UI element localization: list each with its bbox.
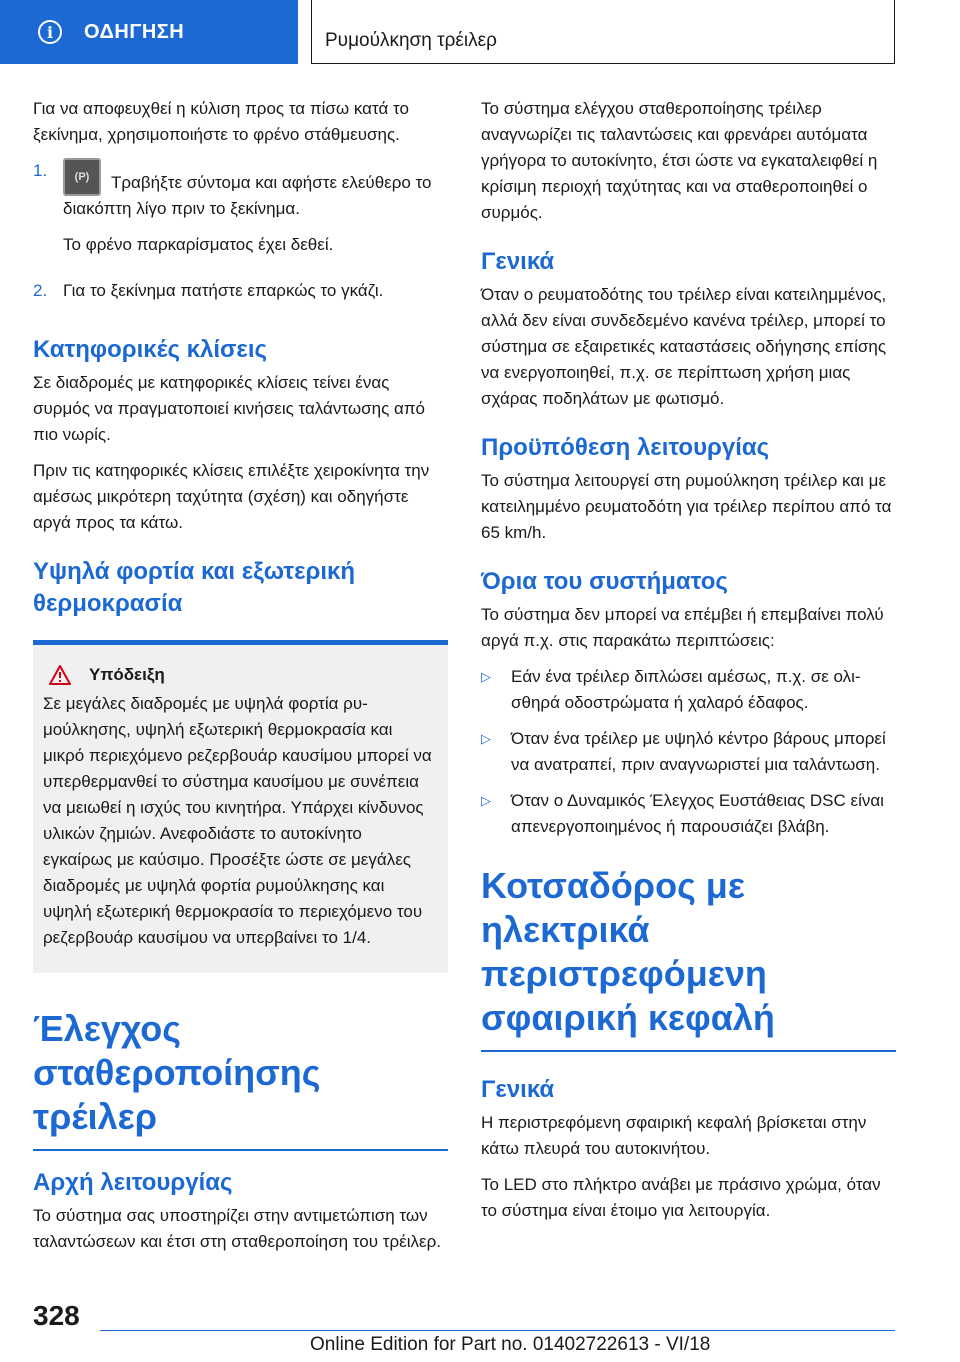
edition-text: Online Edition for Part no. 01402722613 - VI/18 <box>310 1334 711 1355</box>
prerequisite-paragraph: Το σύστημα λειτουργεί στη ρυμούλκηση τρέιλερ και με κατειλημμένο ρευματοδότη για τρέιλερ περίπου από τα 65 km/h. <box>481 471 892 542</box>
bullet-arrow-icon: ▷ <box>481 669 491 684</box>
step-text: Για το ξεκίνημα πατήστε επαρκώς το γκάζι. <box>63 281 384 300</box>
stab-intro-paragraph: Το σύστημα ελέγχου σταθεροποίησης τρέιλερ αναγνωρίζει τις ταλαντώσεις και φρενάρει αυτόματα γρήγορα το αυτοκίνητο, έτσι ώστε να εγκαταλειφθεί η κρίσιμη περιοχή ταχύτητας και να σταθεροποιηθεί ο συρμός. <box>481 99 878 222</box>
list-item <box>481 726 896 778</box>
list-item <box>481 664 896 716</box>
bullet-arrow-icon: ▷ <box>481 731 491 746</box>
list-item <box>481 788 896 840</box>
chapter-title-box <box>311 0 895 64</box>
step-subtext: Το φρένο παρκαρίσματος έχει δεθεί. <box>63 235 334 254</box>
section-tab <box>0 0 298 64</box>
general-heading: Γενικά <box>481 248 555 275</box>
step-body <box>63 278 383 314</box>
step-item <box>33 158 448 268</box>
slopes-heading: Κατηφορικές κλίσεις <box>33 336 267 363</box>
trailer-stabilization-heading: Έλεγχος σταθεροποίησης τρέιλερ <box>33 1008 321 1137</box>
step-body <box>63 158 448 268</box>
tow-hitch-heading: Κοτσαδόρος με ηλεκτρικά περιστρεφόμενη σφαιρική κεφαλή <box>481 865 775 1038</box>
principle-heading: Αρχή λειτουργίας <box>33 1169 233 1196</box>
note-text: Σε μεγάλες διαδρομές με υψηλά φορτία ρυμούλκησης, υψηλή εξωτερική θερμοκρασία και μικρό περιεχόμενο ρεζερβουάρ καυσίμου μπορεί να υπερθερμανθεί το σύστημα καυσίμου με συνέπεια να μειωθεί η ισχύς του κινητήρα. Υπάρχει κίνδυνος υλικών ζημιών. Ανεφοδιάστε το αυτοκίνητο εγκαίρως με καύσιμο. Προσέξτε ώστε σε μεγάλες διαδρομές με υψηλά φορτία ρυμούλκησης και υψηλή εξωτερική θερμοκρασία το περιεχόμενο του ρεζερβουάρ καυσίμου να υπερβαίνει το 1/4. <box>43 694 432 947</box>
chapter-title: Ρυμούλκηση τρέιλερ <box>325 30 497 51</box>
warning-note <box>33 640 448 973</box>
bullet-text: Όταν ο Δυναμικός Έλεγχος Ευστάθειας DSC είναι απενεργοποιημένος ή παρουσιάζει βλάβη. <box>511 791 884 836</box>
slopes-paragraph-2: Πριν τις κατηφορικές κλίσεις επιλέξτε χειροκίνητα την αμέσως μικρότερη ταχύτητα (σχέση) και οδηγήστε αργά προς τα κάτω. <box>33 461 430 532</box>
bullet-arrow-icon: ▷ <box>481 793 491 808</box>
note-title: Υπόδειξη <box>89 665 165 684</box>
principle-paragraph: Το σύστημα σας υποστηρίζει στην αντιμετώπιση των ταλαντώσεων και έτσι στη σταθεροποίηση του τρέιλερ. <box>33 1206 441 1251</box>
warning-triangle-icon <box>49 665 71 685</box>
general-paragraph: Όταν ο ρευματοδότης του τρέιλερ είναι κατειλημμένος, αλλά δεν είναι συνδεδεμένο κανένα τρέιλερ, μπορεί το σύστημα σε εξαιρετικές καταστάσεις οδήγησης επίσης να ενεργοποιηθεί, π.χ. σε περίπτωση χρήση μιας σχάρας ποδηλάτων με φωτισμό. <box>481 285 887 408</box>
hitch-heading-wrap <box>481 864 896 1052</box>
prerequisite-heading: Προϋπόθεση λειτουργίας <box>481 434 770 461</box>
right-column <box>481 96 896 1234</box>
step-item <box>33 278 448 314</box>
step-number: 1. <box>33 161 48 180</box>
step-number: 2. <box>33 281 48 300</box>
parking-brake-icon <box>63 158 101 196</box>
step-text: Τραβήξτε σύντομα και αφήστε ελεύθερο το διακόπτη λίγο πριν το ξεκίνημα. <box>63 173 432 218</box>
slopes-paragraph-1: Σε διαδρομές με κατηφορικές κλίσεις τείνει ένας συρμός να πραγματοποιεί κινήσεις ταλάντωσης από πιο νωρίς. <box>33 373 426 444</box>
footer-divider <box>100 1330 895 1331</box>
limits-paragraph: Το σύστημα δεν μπορεί να επέμβει ή επεμβαίνει πολύ αργά π.χ. στις παρακάτω περιπτώσεις: <box>481 605 884 650</box>
page-number: 328 <box>33 1300 80 1331</box>
heat-heading: Υψηλά φορτία και εξωτερική θερμοκρασία <box>33 558 356 617</box>
intro-paragraph: Για να αποφευχθεί η κύλιση προς τα πίσω κατά το ξεκίνημα, χρησιμοποιήστε το φρένο στάθμευσης. <box>33 99 409 144</box>
limits-heading: Όρια του συστήματος <box>481 568 728 595</box>
bullet-text: Εάν ένα τρέιλερ διπλώσει αμέσως, π.χ. σε ολισθηρά οδοστρώματα ή χαλαρό έδαφος. <box>511 667 861 712</box>
general2-paragraph-1: Η περιστρεφόμενη σφαιρική κεφαλή βρίσκεται στην κάτω πλευρά του αυτοκινήτου. <box>481 1113 867 1158</box>
general2-paragraph-2: Το LED στο πλήκτρο ανάβει με πράσινο χρώμα, όταν το σύστημα είναι έτοιμο για λειτουργία. <box>481 1175 881 1220</box>
section-label: ΟΔΗΓΗΣΗ <box>84 20 185 43</box>
general2-heading: Γενικά <box>481 1076 555 1103</box>
bullet-text: Όταν ένα τρέιλερ με υψηλό κέντρο βάρους μπορεί να ανατραπεί, πριν αναγνωριστεί μια ταλάντωση. <box>511 729 886 774</box>
stab-heading-wrap <box>33 1007 448 1151</box>
info-icon: i <box>38 20 62 44</box>
left-column <box>33 96 448 1265</box>
